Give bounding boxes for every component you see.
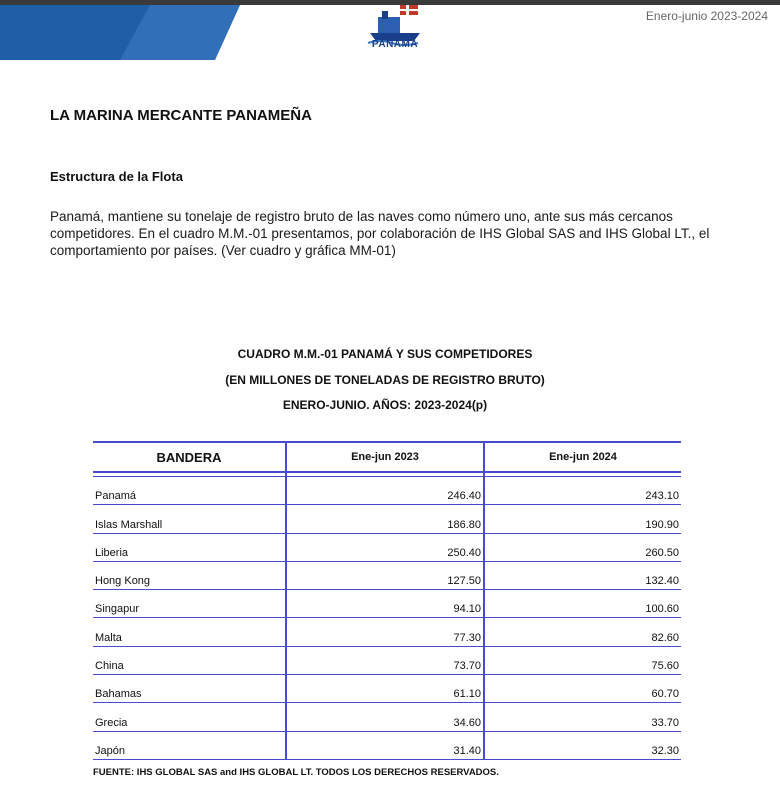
header-2023: Ene-jun 2023 (286, 442, 484, 472)
value-2023-cell: 77.30 (286, 618, 484, 646)
value-2024-cell: 132.40 (484, 561, 681, 589)
value-2023-cell: 94.10 (286, 590, 484, 618)
table-row (93, 561, 681, 589)
value-2024-cell: 60.70 (484, 675, 681, 703)
table-row (93, 646, 681, 674)
value-2024-cell: 260.50 (484, 533, 681, 561)
value-2023-cell: 31.40 (286, 731, 484, 759)
value-2024-cell: 33.70 (484, 703, 681, 731)
flag-cell: Japón (93, 731, 286, 759)
table-row (93, 590, 681, 618)
table-title-line-3: ENERO-JUNIO. AÑOS: 2023-2024(p) (282, 398, 488, 412)
intro-paragraph: Panamá, mantiene su tonelaje de registro bruto de las naves como número uno, ante sus más cercanos competidores. En el cuadro M.M.-01 presentamos, por colaboración de IHS Global SAS and IHS Global LT., el comportamiento por países. (Ver cuadro y gráfica MM-01) (50, 209, 710, 258)
table-header-row (93, 442, 681, 472)
value-2023-cell: 186.80 (286, 505, 484, 533)
flag-cell: Islas Marshall (93, 505, 286, 533)
header-banner (0, 5, 240, 60)
report-period: Enero-junio 2023-2024 (645, 9, 768, 23)
logo-caption: PANAMÁ (371, 39, 419, 50)
table-row (93, 731, 681, 759)
value-2024-cell: 190.90 (484, 505, 681, 533)
table-row (93, 618, 681, 646)
value-2023-cell: 73.70 (286, 646, 484, 674)
table-title-line-2: (EN MILLONES DE TONELADAS DE REGISTRO BRUTO) (225, 373, 545, 387)
table-row (93, 703, 681, 731)
flag-cell: Panamá (93, 477, 286, 505)
source-note: FUENTE: IHS GLOBAL SAS and IHS GLOBAL LT. TODOS LOS DERECHOS RESERVADOS. (93, 767, 499, 778)
header-bandera: BANDERA (93, 442, 286, 472)
table-row (93, 675, 681, 703)
header-2024: Ene-jun 2024 (484, 442, 681, 472)
flag-cell: Singapur (93, 590, 286, 618)
flag-cell: Grecia (93, 703, 286, 731)
value-2023-cell: 34.60 (286, 703, 484, 731)
value-2023-cell: 127.50 (286, 561, 484, 589)
competitors-table (93, 441, 681, 760)
value-2024-cell: 100.60 (484, 590, 681, 618)
flag-cell: Hong Kong (93, 561, 286, 589)
table-title-line-1: CUADRO M.M.-01 PANAMÁ Y SUS COMPETIDORES (237, 347, 533, 361)
table-row (93, 477, 681, 505)
value-2023-cell: 61.10 (286, 675, 484, 703)
table-row (93, 533, 681, 561)
value-2024-cell: 32.30 (484, 731, 681, 759)
section-heading: Estructura de la Flota (50, 169, 183, 184)
flag-cell: Liberia (93, 533, 286, 561)
value-2024-cell: 82.60 (484, 618, 681, 646)
flag-cell: Bahamas (93, 675, 286, 703)
flag-cell: China (93, 646, 286, 674)
page-title: LA MARINA MERCANTE PANAMEÑA (50, 107, 312, 124)
value-2023-cell: 246.40 (286, 477, 484, 505)
flag-cell: Malta (93, 618, 286, 646)
value-2023-cell: 250.40 (286, 533, 484, 561)
table-row (93, 505, 681, 533)
value-2024-cell: 75.60 (484, 646, 681, 674)
value-2024-cell: 243.10 (484, 477, 681, 505)
